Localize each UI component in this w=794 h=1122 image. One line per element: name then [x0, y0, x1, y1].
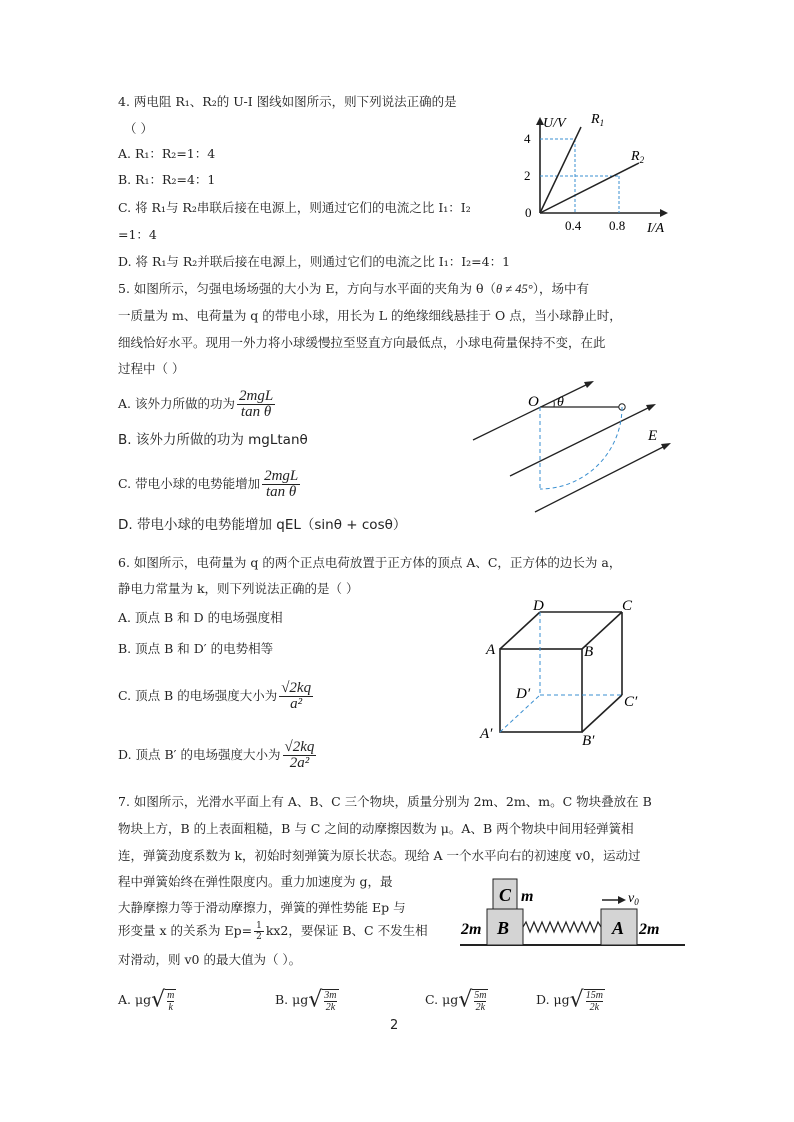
q7-line1: 7. 如图所示，光滑水平面上有 A、B、C 三个物块，质量分别为 2m、2m、m。C 物块叠放在 B	[118, 794, 652, 809]
q6-label-b: B	[584, 644, 594, 660]
q4-x-arrow	[660, 209, 668, 217]
q5-label-o: O	[528, 394, 539, 410]
q7-label-v0: $v_0$	[628, 891, 639, 907]
q6-option-d: D. 顶点 B′ 的电场强度大小为 $\frac{√2kq}{\text{2a²}}$	[118, 739, 315, 771]
q7-line4: 程中弹簧始终在弹性限度内。重力加速度为 g，最	[118, 874, 393, 889]
q4-stem: 4. 两电阻 R₁、R₂的 U-I 图线如图所示，则下列说法正确的是	[118, 94, 457, 109]
q4-r2-label: $R_2$	[631, 149, 645, 165]
q4-tick-origin: 0	[525, 205, 532, 220]
q7-label-m: m	[521, 888, 534, 905]
q7-line7: 对滑动，则 v0 的最大值为（ ）。	[118, 952, 302, 967]
q7-option-d: D. μg√ $\frac{15m}{2k}$	[536, 987, 603, 1013]
q6-label-a: A	[486, 642, 496, 658]
q5-field-arrow-2	[646, 404, 656, 411]
q6-label-a2: A′	[480, 726, 493, 742]
q6-line2: 静电力常量为 k，则下列说法正确的是（ ）	[118, 581, 359, 596]
q6-label-c: C	[622, 598, 633, 614]
q7-spring	[523, 922, 601, 932]
q4-tick-x08: 0.8	[609, 218, 626, 233]
q6-front-face	[500, 649, 582, 732]
q6-label-b2: B′	[582, 733, 595, 748]
q7-label-c: C	[499, 885, 512, 905]
q5-label-theta: θ	[557, 395, 564, 410]
q5-field-line-2	[510, 406, 652, 476]
q4-tick-y4: 4	[524, 131, 531, 146]
q5-line1: 5. 如图所示，匀强电场场强的大小为 E，方向与水平面的夹角为 θ（θ ≠ 45°），场中有	[118, 281, 590, 296]
q7-option-b: B. μg√ $\frac{3m}{2k}$	[275, 987, 337, 1013]
q4-answer-paren: （ ）	[124, 121, 153, 136]
q7-line3: 连，弹簧劲度系数为 k，初始时刻弹簧为原长状态。现给 A 一个水平向右的初速度 v0，运动过	[118, 848, 641, 863]
q4-r1-label: $R_1$	[591, 112, 605, 128]
q7-velocity-arrowhead	[618, 896, 626, 904]
q7-label-mass-a: 2m	[639, 921, 660, 938]
q6-edge-ad	[500, 612, 540, 649]
q5-field-line-1	[473, 383, 590, 440]
q4-y-label: U/V	[543, 116, 566, 131]
q4-tick-x04: 0.4	[565, 218, 582, 233]
q7-line2: 物块上方，B 的上表面粗糙，B 与 C 之间的动摩擦因数为 μ。A、B 两个物块中间用轻弹簧相	[118, 821, 634, 836]
q5-option-a: A. 该外力所做的功为 $\frac{\text{2mgL}}{\text{tan θ}}$	[118, 388, 274, 420]
q4-option-c-line2: =1：4	[118, 227, 157, 242]
q6-option-c: C. 顶点 B 的电场强度大小为 $\frac{√2kq}{\text{a²}}$	[118, 680, 312, 712]
q5-line2: 一质量为 m、电荷量为 q 的带电小球，用长为 L 的绝缘细线悬挂于 O 点，当小球静止时，	[118, 308, 622, 323]
q7-label-b: B	[497, 918, 510, 938]
q4-x-label: I/A	[647, 221, 665, 235]
q7-label-mass-b: 2m	[461, 921, 482, 938]
q4-line-r2	[540, 163, 639, 213]
q5-line3: 细线恰好水平。现用一外力将小球缓慢拉至竖直方向最低点，小球电荷量保持不变，在此	[118, 335, 606, 350]
q7-line6: 形变量 x 的关系为 Ep= $\frac{1}{2}$ kx2，要保证 B、C 不发生相	[118, 921, 428, 942]
q4-option-b: B. R₁：R₂=4：1	[118, 172, 216, 187]
q6-label-c2: C′	[624, 694, 638, 710]
q6-label-d: D	[533, 598, 544, 614]
q5-option-d: D. 带电小球的电势能增加 qEL（sinθ + cosθ）	[118, 517, 407, 533]
q5-field-arrow-3	[661, 443, 671, 450]
q5-field-diagram	[470, 378, 700, 518]
q5-line4: 过程中（ ）	[118, 361, 185, 376]
q4-option-c-line1: C. 将 R₁与 R₂串联后接在电源上，则通过它们的电流之比 I₁：I₂	[118, 200, 471, 215]
q7-label-a: A	[612, 918, 625, 938]
q5-field-arrow-1	[584, 381, 594, 388]
q5-label-e: E	[648, 428, 658, 444]
q4-ui-graph	[515, 105, 675, 235]
q6-option-b: B. 顶点 B 和 D′ 的电势相等	[118, 641, 274, 656]
q5-arc-dashed	[540, 407, 622, 489]
q7-option-a: A. μg√ $\frac{m}{k}$	[118, 987, 175, 1013]
q5-option-b: B. 该外力所做的功为 mgLtanθ	[118, 432, 308, 448]
q4-tick-y2: 2	[524, 168, 531, 183]
page-number: 2	[390, 1018, 399, 1033]
q7-blocks-diagram	[455, 870, 690, 950]
q7-line5: 大静摩擦力等于滑动摩擦力，弹簧的弹性势能 Ep 与	[118, 900, 406, 915]
q5-option-c: C. 带电小球的电势能增加 $\frac{\text{2mgL}}{\text{tan θ}}$	[118, 468, 299, 500]
q6-option-a: A. 顶点 B 和 D 的电场强度相	[118, 610, 283, 625]
q6-edge-b2c2	[582, 695, 622, 732]
q4-option-d: D. 将 R₁与 R₂并联后接在电源上，则通过它们的电流之比 I₁：I₂=4：1	[118, 254, 511, 269]
q4-option-a: A. R₁：R₂=1：4	[118, 146, 216, 161]
q6-cube-diagram	[478, 598, 658, 748]
q5-field-line-3	[535, 445, 667, 512]
q6-line1: 6. 如图所示，电荷量为 q 的两个正点电荷放置于正方体的顶点 A、C，正方体的边长为 a，	[118, 555, 622, 570]
q6-label-d2: D′	[516, 686, 531, 702]
q7-option-c: C. μg√ $\frac{5m}{2k}$	[425, 987, 487, 1013]
